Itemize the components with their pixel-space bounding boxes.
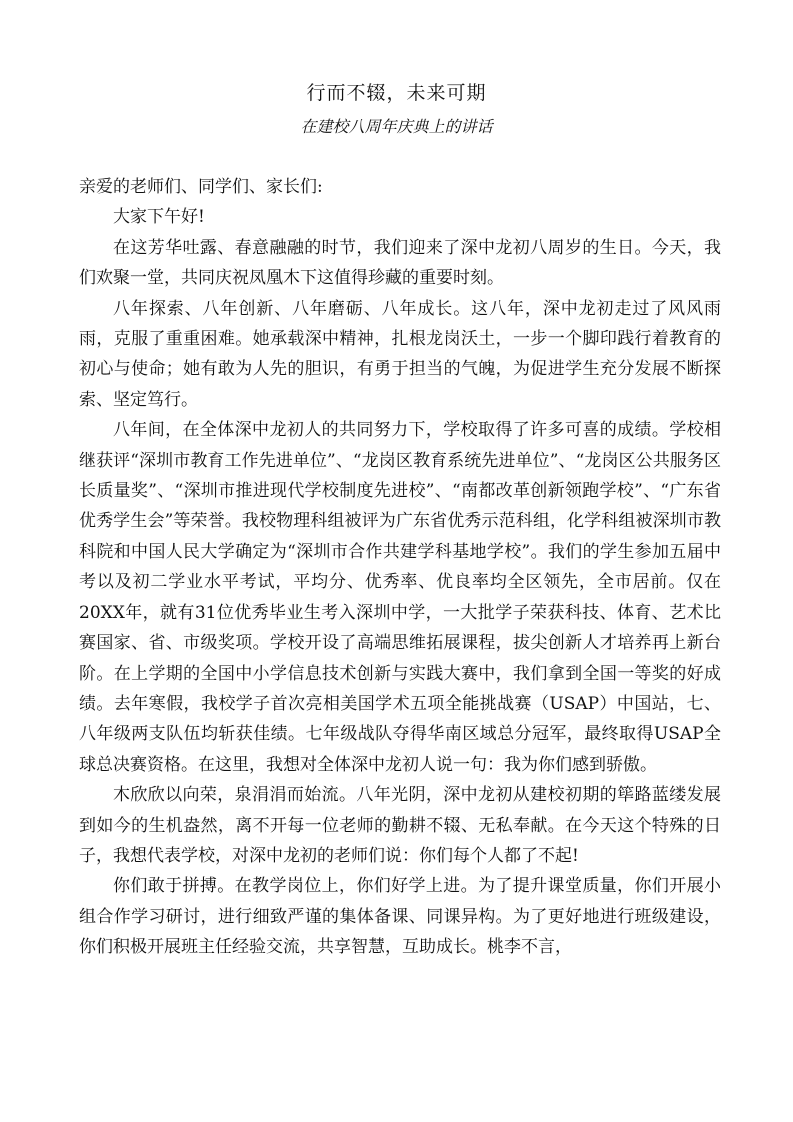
- paragraph-achievements: 八年间，在全体深中龙初人的共同努力下，学校取得了许多可喜的成绩。学校相继获评“深圳市教育工作先进单位”、“龙岗区教育系统先进单位”、“龙岗区公共服务区长质量奖”、“深圳市推进现代学校制度先进校”、“南都改革创新领跑学校”、“广东省优秀学生会”等荣誉。我校物理科组被评为广东省优秀示范科组，化学科组被深圳市教科院和中国人民大学确定为“深圳市合作共建学科基地学校”。我们的学生参加五届中考以及初二学业水平考试，平均分、优秀率、优良率均全区领先，全市居前。仅在20XX年，就有31位优秀毕业生考入深圳中学，一大批学子荣获科技、体育、艺术比赛国家、省、市级奖项。学校开设了高端思维拓展课程，拔尖创新人才培养再上新台阶。在上学期的全国中小学信息技术创新与实践大赛中，我们拿到全国一等奖的好成绩。去年寒假，我校学子首次亮相美国学术五项全能挑战赛（USAP）中国站，七、八年级两支队伍均斩获佳绩。七年级战队夺得华南区域总分冠军，最终取得USAP全球总决赛资格。在这里，我想对全体深中龙初人说一句：我为你们感到骄傲。: [79, 420, 721, 775]
- paragraph-teachers: 木欣欣以向荣，泉涓涓而始流。八年光阴，深中龙初从建校初期的筚路蓝缕发展到如今的生机盎然，离不开每一位老师的勤耕不辍、无私奉献。在今天这个特殊的日子，我想代表学校，对深中龙初的老师们说：你们每个人都了不起!: [79, 785, 721, 866]
- speech-title: 行而不辍，未来可期: [306, 82, 487, 104]
- salutation: 亲爱的老师们、同学们、家长们:: [79, 177, 323, 197]
- paragraph-dedication: 你们敢于拼搏。在教学岗位上，你们好学上进。为了提升课堂质量，你们开展小组合作学习研讨，进行细致严谨的集体备课、同课异构。为了更好地进行班级建设，你们积极开展班主任经验交流，共享智慧，互助成长。桃李不言，: [79, 876, 721, 958]
- speech-body: [79, 172, 721, 963]
- paragraph-greeting: 大家下午好!: [113, 207, 205, 228]
- speech-subtitle: 在建校八周年庆典上的讲话: [300, 117, 493, 136]
- paragraph-eight-years: 八年探索、八年创新、八年磨砺、八年成长。这八年，深中龙初走过了风风雨雨，克服了重重困难。她承载深中精神，扎根龙岗沃土，一步一个脚印践行着教育的初心与使命；她有敢为人先的胆识，有勇于担当的气魄，为促进学生充分发展不断探索、坚定笃行。: [79, 298, 721, 410]
- paragraph-opening: 在这芳华吐露、春意融融的时节，我们迎来了深中龙初八周岁的生日。今天，我们欢聚一堂，共同庆祝凤凰木下这值得珍藏的重要时刻。: [79, 237, 721, 289]
